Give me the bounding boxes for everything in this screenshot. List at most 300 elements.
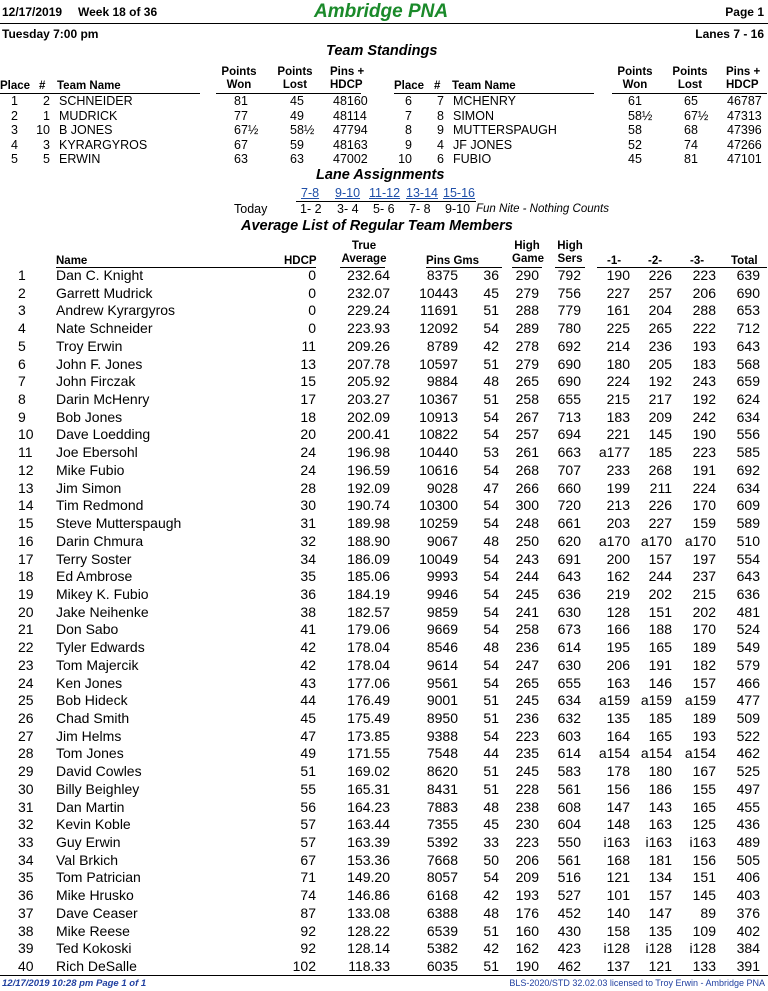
true-average: 163.39 xyxy=(347,834,390,851)
high-series: 690 xyxy=(557,355,581,372)
high-game: 238 xyxy=(515,798,539,815)
game1: 140 xyxy=(606,904,630,921)
high-game: 206 xyxy=(515,851,539,868)
rank: 1 xyxy=(18,267,26,283)
high-game: 193 xyxy=(515,887,539,904)
high-series: 423 xyxy=(557,940,581,957)
lane-note: Fun Nite - Nothing Counts xyxy=(476,203,609,215)
high-game: 245 xyxy=(515,763,539,780)
game1: a159 xyxy=(598,692,630,709)
pins: 7548 xyxy=(426,745,458,762)
bowler-name: Tom Patrician xyxy=(56,869,141,886)
average-row xyxy=(0,852,768,870)
bowler-name: Dave Loedding xyxy=(56,426,151,443)
true-average: 173.85 xyxy=(347,727,390,744)
points-lost: 67½ xyxy=(684,108,709,123)
high-series: 604 xyxy=(557,816,581,833)
game3: 170 xyxy=(692,497,716,514)
pins: 10597 xyxy=(419,355,458,372)
team-number: 6 xyxy=(437,152,444,167)
high-game: 265 xyxy=(515,674,539,691)
pins: 7883 xyxy=(426,798,458,815)
total: 549 xyxy=(736,639,760,656)
hdcp: 55 xyxy=(300,780,316,797)
pins-hdcp: 48163 xyxy=(333,137,368,152)
high-game: 279 xyxy=(515,284,539,301)
games: 48 xyxy=(483,798,499,815)
hdcp: 92 xyxy=(300,922,316,939)
bowler-name: Jim Helms xyxy=(56,727,122,744)
game2: 145 xyxy=(648,426,672,443)
game1: i163 xyxy=(603,834,630,851)
high-game: 241 xyxy=(515,603,539,620)
pins: 5382 xyxy=(426,940,458,957)
high-game: 290 xyxy=(515,267,539,283)
game1: a154 xyxy=(598,745,630,762)
rank: 15 xyxy=(18,515,34,532)
high-game: 265 xyxy=(515,373,539,390)
points-lost: 63 xyxy=(290,152,304,167)
true-average: 177.06 xyxy=(347,674,390,691)
true-average: 200.41 xyxy=(347,426,390,443)
points-won: 52 xyxy=(628,137,642,152)
true-average: 186.09 xyxy=(347,550,390,567)
game2: 157 xyxy=(648,887,672,904)
bowler-name: Ken Jones xyxy=(56,674,123,691)
game1: 195 xyxy=(606,639,630,656)
game2: 191 xyxy=(648,656,672,673)
true-average: 205.92 xyxy=(347,373,390,390)
pins-hdcp: 47794 xyxy=(333,123,368,138)
bowler-name: Dan C. Knight xyxy=(56,267,144,283)
high-game: 300 xyxy=(515,497,539,514)
game1: 219 xyxy=(606,585,630,602)
hdcp: 0 xyxy=(308,320,316,337)
game1: 206 xyxy=(606,656,630,673)
rank: 39 xyxy=(18,940,34,957)
high-game: 267 xyxy=(515,408,539,425)
rank: 3 xyxy=(18,302,26,319)
average-row xyxy=(0,834,768,852)
true-average: 163.44 xyxy=(347,816,390,833)
total: 376 xyxy=(736,904,760,921)
bowler-name: Val Brkich xyxy=(56,851,118,868)
bowler-name: Terry Soster xyxy=(56,550,132,567)
team-name: MUDRICK xyxy=(59,108,118,123)
pins: 11691 xyxy=(420,302,458,319)
games: 51 xyxy=(483,692,499,709)
high-game: 176 xyxy=(515,904,539,921)
total: 403 xyxy=(736,887,760,904)
pins: 10300 xyxy=(419,497,458,514)
average-row xyxy=(0,373,768,391)
rank: 35 xyxy=(18,869,34,886)
points-won: 45 xyxy=(628,152,642,167)
game1: 128 xyxy=(606,603,630,620)
lane-today-pair: 1- 2 xyxy=(300,202,322,216)
games: 54 xyxy=(483,550,499,567)
game1: a177 xyxy=(598,444,630,461)
rank: 14 xyxy=(18,497,34,514)
game3: 243 xyxy=(692,373,716,390)
game2: 186 xyxy=(648,780,672,797)
high-game: 235 xyxy=(515,745,539,762)
game2: 185 xyxy=(648,710,672,726)
pins: 9561 xyxy=(426,674,458,691)
lane-today-pair: 9-10 xyxy=(445,202,471,216)
total: 636 xyxy=(736,585,760,602)
true-average: 175.49 xyxy=(347,710,390,726)
high-series: 713 xyxy=(557,408,581,425)
games: 44 xyxy=(483,745,499,762)
points-lost: 49 xyxy=(290,108,304,123)
rank: 28 xyxy=(18,745,34,762)
game3: 189 xyxy=(692,639,716,656)
hdcp: 18 xyxy=(300,408,316,425)
total: 481 xyxy=(736,603,760,620)
game1: 137 xyxy=(606,958,630,975)
game3: 189 xyxy=(692,710,716,726)
pins: 9067 xyxy=(426,532,458,549)
high-game: 243 xyxy=(515,550,539,567)
hdcp: 0 xyxy=(308,284,316,301)
league-title: Ambridge PNA xyxy=(314,1,449,22)
high-series: 452 xyxy=(557,904,581,921)
game2: 143 xyxy=(648,798,672,815)
team-number: 7 xyxy=(437,94,444,108)
game2: i163 xyxy=(645,834,672,851)
lane-today-pair: 5- 6 xyxy=(373,202,395,216)
game2: 265 xyxy=(648,320,672,337)
hdcp: 31 xyxy=(300,515,316,532)
footer-left: 12/17/2019 10:28 pm Page 1 of 1 xyxy=(2,978,147,989)
true-average: 229.24 xyxy=(347,302,390,319)
team-name: B JONES xyxy=(59,123,113,138)
game1: 158 xyxy=(606,922,630,939)
game2: 180 xyxy=(648,763,672,780)
games: 51 xyxy=(483,355,499,372)
game2: 204 xyxy=(648,302,672,319)
hdcp: 49 xyxy=(300,745,316,762)
average-row xyxy=(0,480,768,498)
hdcp: 24 xyxy=(300,444,316,461)
game3: 202 xyxy=(692,603,716,620)
rank: 38 xyxy=(18,922,34,939)
hdcp: 36 xyxy=(300,585,316,602)
hdcp: 34 xyxy=(300,550,316,567)
high-series: 516 xyxy=(557,869,581,886)
rank: 33 xyxy=(18,834,34,851)
game3: 133 xyxy=(692,958,716,975)
high-series: 430 xyxy=(557,922,581,939)
game3: 197 xyxy=(692,550,716,567)
average-row xyxy=(0,692,768,710)
hdcp: 44 xyxy=(300,692,316,709)
game3: 156 xyxy=(692,851,716,868)
average-row xyxy=(0,515,768,533)
true-average: 182.57 xyxy=(347,603,390,620)
high-series: 692 xyxy=(557,337,581,354)
game2: a154 xyxy=(640,745,672,762)
high-game: 288 xyxy=(515,302,539,319)
games: 51 xyxy=(483,780,499,797)
bowler-name: Garrett Mudrick xyxy=(56,284,153,301)
game1: 199 xyxy=(606,479,630,496)
game3: a159 xyxy=(684,692,716,709)
high-game: 162 xyxy=(515,940,539,957)
average-row xyxy=(0,816,768,834)
pins: 8375 xyxy=(426,267,458,283)
bowler-name: Jim Simon xyxy=(56,479,122,496)
game1: 183 xyxy=(606,408,630,425)
hdcp: 102 xyxy=(292,958,316,975)
team-number: 1 xyxy=(43,108,50,123)
bowler-name: John F. Jones xyxy=(56,355,143,372)
team-number: 4 xyxy=(437,137,444,152)
high-series: 720 xyxy=(557,497,581,514)
averages-title: Average List of Regular Team Members xyxy=(241,218,513,234)
standings-title: Team Standings xyxy=(326,43,438,59)
day-time: Tuesday 7:00 pm xyxy=(2,27,99,41)
hdcp: 57 xyxy=(300,816,316,833)
col-true-avg: True Average xyxy=(341,240,387,265)
total: 554 xyxy=(736,550,760,567)
total: 653 xyxy=(736,302,760,319)
bowler-name: Tom Majercik xyxy=(56,656,139,673)
game2: 188 xyxy=(648,621,672,638)
game1: 164 xyxy=(606,727,630,744)
total: 522 xyxy=(736,727,760,744)
game3: 192 xyxy=(692,391,716,408)
col-total: Total xyxy=(731,255,758,267)
total: 624 xyxy=(736,391,760,408)
points-lost: 65 xyxy=(684,94,698,108)
games: 53 xyxy=(483,444,499,461)
hdcp: 51 xyxy=(300,763,316,780)
lane-pair: 15-16 xyxy=(443,186,475,200)
points-won: 67 xyxy=(234,137,248,152)
rank: 21 xyxy=(18,621,34,638)
points-won: 58 xyxy=(628,123,642,138)
points-lost: 58½ xyxy=(290,123,315,138)
game3: 145 xyxy=(692,887,716,904)
bowler-name: Rich DeSalle xyxy=(56,958,137,975)
points-lost: 68 xyxy=(684,123,698,138)
lane-pair: 11-12 xyxy=(369,186,401,200)
high-series: 462 xyxy=(557,958,581,975)
pins: 9614 xyxy=(426,656,458,673)
total: 659 xyxy=(736,373,760,390)
place: 8 xyxy=(405,123,412,138)
average-row xyxy=(0,302,768,320)
bowler-name: Tom Jones xyxy=(56,745,124,762)
bowler-name: Dan Martin xyxy=(56,798,125,815)
game2: 226 xyxy=(648,497,672,514)
col-won: Points Won xyxy=(221,66,257,91)
game2: 257 xyxy=(648,284,672,301)
high-game: 247 xyxy=(515,656,539,673)
average-row xyxy=(0,923,768,941)
high-game: 228 xyxy=(515,780,539,797)
col-hdcp: Pins + HDCP xyxy=(330,66,365,91)
average-row xyxy=(0,497,768,515)
hdcp: 38 xyxy=(300,603,316,620)
pins: 9946 xyxy=(426,585,458,602)
game3: 125 xyxy=(692,816,716,833)
true-average: 133.08 xyxy=(347,904,390,921)
bowler-name: Ted Kokoski xyxy=(56,940,132,957)
true-average: 128.14 xyxy=(347,940,390,957)
game2: 163 xyxy=(648,816,672,833)
game3: 191 xyxy=(692,461,716,478)
game2: 121 xyxy=(648,958,672,975)
high-series: 630 xyxy=(557,603,581,620)
total: 579 xyxy=(736,656,760,673)
high-game: 261 xyxy=(515,444,539,461)
game2: 268 xyxy=(648,461,672,478)
hdcp: 47 xyxy=(300,727,316,744)
place: 4 xyxy=(11,137,18,152)
game3: 151 xyxy=(692,869,716,886)
true-average: 209.26 xyxy=(347,337,390,354)
bowler-name: Nate Schneider xyxy=(56,320,153,337)
game3: 237 xyxy=(692,568,716,585)
game3: 157 xyxy=(692,674,716,691)
pins: 9028 xyxy=(426,479,458,496)
col-high-game: High Game xyxy=(512,240,544,265)
high-series: 561 xyxy=(557,851,581,868)
footer-divider xyxy=(0,975,768,976)
hdcp: 87 xyxy=(300,904,316,921)
col-avg-hdcp: HDCP xyxy=(284,255,317,267)
game2: 227 xyxy=(648,515,672,532)
game1: 161 xyxy=(606,302,630,319)
true-average: 190.74 xyxy=(347,497,390,514)
hdcp: 17 xyxy=(300,391,316,408)
games: 48 xyxy=(483,532,499,549)
footer-right: BLS-2020/STD 32.02.03 licensed to Troy Erwin - Ambridge PNA xyxy=(509,978,765,988)
hdcp: 24 xyxy=(300,461,316,478)
true-average: 207.78 xyxy=(347,355,390,372)
rank: 30 xyxy=(18,780,34,797)
hdcp: 32 xyxy=(300,532,316,549)
game1: 162 xyxy=(606,568,630,585)
rank: 2 xyxy=(18,284,26,301)
pins: 8431 xyxy=(426,780,458,797)
average-row xyxy=(0,320,768,338)
team-name: SCHNEIDER xyxy=(59,94,133,108)
points-won: 77 xyxy=(234,108,248,123)
games: 54 xyxy=(483,603,499,620)
points-won: 63 xyxy=(234,152,248,167)
col-team-r: Team Name xyxy=(452,80,516,92)
game3: 170 xyxy=(692,621,716,638)
points-lost: 59 xyxy=(290,137,304,152)
high-game: 248 xyxy=(515,515,539,532)
rank: 19 xyxy=(18,585,34,602)
high-game: 245 xyxy=(515,692,539,709)
team-name: MUTTERSPAUGH xyxy=(453,123,557,138)
game1: 178 xyxy=(606,763,630,780)
total: 477 xyxy=(736,692,760,709)
average-row xyxy=(0,745,768,763)
team-number: 10 xyxy=(36,123,50,138)
bowler-name: Jake Neihenke xyxy=(56,603,149,620)
average-row xyxy=(0,940,768,958)
pins: 5392 xyxy=(426,834,458,851)
points-won: 67½ xyxy=(234,123,259,138)
high-game: 279 xyxy=(515,355,539,372)
game1: 166 xyxy=(606,621,630,638)
game1: 221 xyxy=(606,426,630,443)
lane-today-pair: 3- 4 xyxy=(337,202,359,216)
rank: 18 xyxy=(18,568,34,585)
games: 54 xyxy=(483,497,499,514)
game2: 134 xyxy=(648,869,672,886)
total: 455 xyxy=(736,798,760,815)
games: 51 xyxy=(483,763,499,780)
game2: 146 xyxy=(648,674,672,691)
col-hdcp-r: Pins + HDCP xyxy=(726,66,761,91)
standings-row xyxy=(0,123,768,138)
hdcp: 45 xyxy=(300,710,316,726)
true-average: 128.22 xyxy=(347,922,390,939)
total: 634 xyxy=(736,479,760,496)
high-series: 634 xyxy=(557,692,581,709)
rank: 11 xyxy=(18,444,33,461)
team-name: JF JONES xyxy=(453,137,513,152)
hdcp: 35 xyxy=(300,568,316,585)
place: 5 xyxy=(11,152,18,167)
average-row xyxy=(0,462,768,480)
place: 10 xyxy=(398,152,412,167)
pins: 7355 xyxy=(426,816,458,833)
rank: 34 xyxy=(18,851,34,868)
hdcp: 43 xyxy=(300,674,316,691)
points-lost: 74 xyxy=(684,137,698,152)
place: 3 xyxy=(11,123,18,138)
pins-hdcp: 47266 xyxy=(727,137,762,152)
total: 692 xyxy=(736,461,760,478)
game3: i128 xyxy=(689,940,716,957)
team-name: MCHENRY xyxy=(453,94,516,108)
true-average: 178.04 xyxy=(347,656,390,673)
place: 7 xyxy=(405,108,412,123)
hdcp: 20 xyxy=(300,426,316,443)
pins-hdcp: 47313 xyxy=(727,108,762,123)
rank: 9 xyxy=(18,408,26,425)
true-average: 196.98 xyxy=(347,444,390,461)
true-average: 202.09 xyxy=(347,408,390,425)
high-series: 561 xyxy=(557,780,581,797)
pins: 10913 xyxy=(419,408,458,425)
games: 51 xyxy=(483,391,499,408)
rank: 29 xyxy=(18,763,34,780)
game1: 233 xyxy=(606,461,630,478)
pins: 10616 xyxy=(419,461,458,478)
games: 54 xyxy=(483,426,499,443)
bowler-name: Mike Fubio xyxy=(56,461,125,478)
true-average: 165.31 xyxy=(347,780,390,797)
game1: i128 xyxy=(603,940,630,957)
average-row xyxy=(0,621,768,639)
average-row xyxy=(0,285,768,303)
average-row xyxy=(0,639,768,657)
team-name: ERWIN xyxy=(59,152,101,167)
team-name: FUBIO xyxy=(453,152,492,167)
rank: 13 xyxy=(18,479,34,496)
game1: 203 xyxy=(606,515,630,532)
